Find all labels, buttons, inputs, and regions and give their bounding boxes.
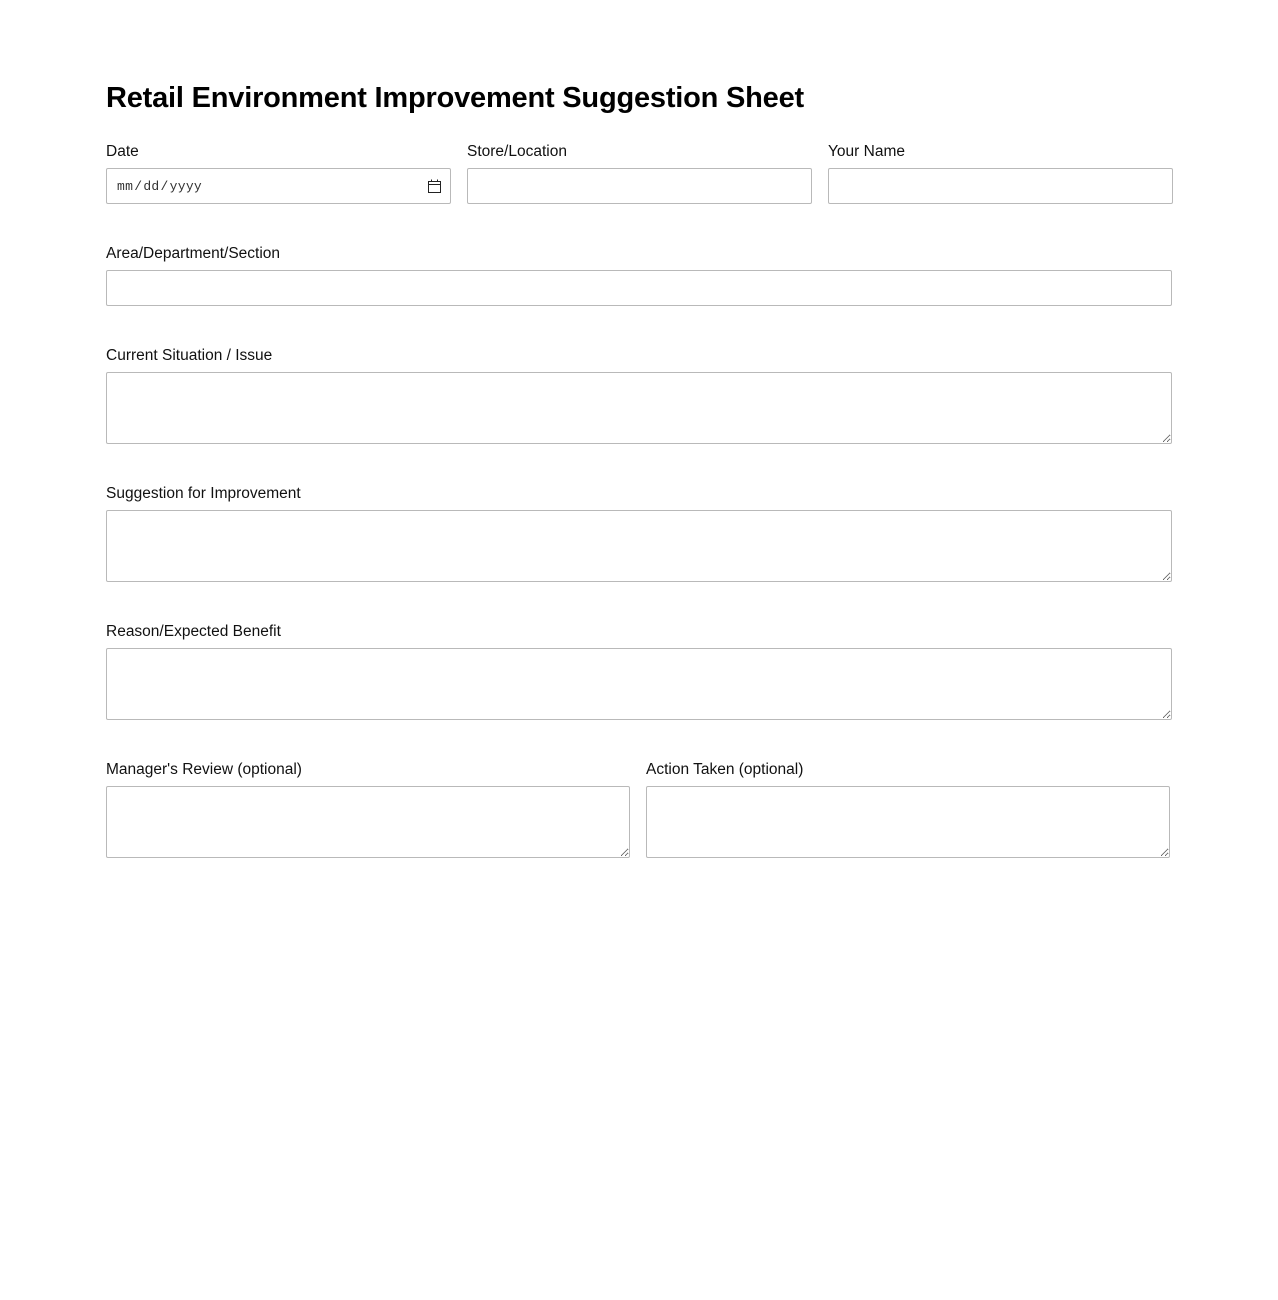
row-identity [106,142,1172,204]
date-input[interactable] [106,168,451,204]
your-name-label: Your Name [828,143,905,160]
field-area-department-section [106,244,1172,306]
spacer [106,604,1172,622]
spacer [106,466,1172,484]
date-input-wrapper [106,168,451,204]
area-department-section-label: Area/Department/Section [106,245,281,262]
suggestion-label: Suggestion for Improvement [106,485,301,502]
field-current-situation [106,346,1172,444]
managers-review-label: Manager's Review (optional) [106,761,302,778]
field-date [106,142,451,204]
page-title: Retail Environment Improvement Suggestion Sheet [106,82,804,114]
spacer [106,226,1172,244]
current-situation-textarea[interactable] [106,372,1172,444]
action-taken-label: Action Taken (optional) [646,761,804,778]
spacer [106,742,1172,760]
date-label: Date [106,143,139,160]
field-managers-review [106,760,630,858]
field-reason-benefit [106,622,1172,720]
field-your-name [828,142,1173,204]
field-suggestion [106,484,1172,582]
reason-benefit-textarea[interactable] [106,648,1172,720]
field-action-taken [646,760,1170,858]
area-department-section-input[interactable] [106,270,1172,306]
field-store-location [467,142,812,204]
your-name-input[interactable] [828,168,1173,204]
managers-review-textarea[interactable] [106,786,630,858]
store-location-label: Store/Location [467,143,567,160]
suggestion-textarea[interactable] [106,510,1172,582]
row-review [106,760,1172,858]
spacer [106,328,1172,346]
reason-benefit-label: Reason/Expected Benefit [106,623,281,640]
action-taken-textarea[interactable] [646,786,1170,858]
current-situation-label: Current Situation / Issue [106,347,273,364]
store-location-input[interactable] [467,168,812,204]
